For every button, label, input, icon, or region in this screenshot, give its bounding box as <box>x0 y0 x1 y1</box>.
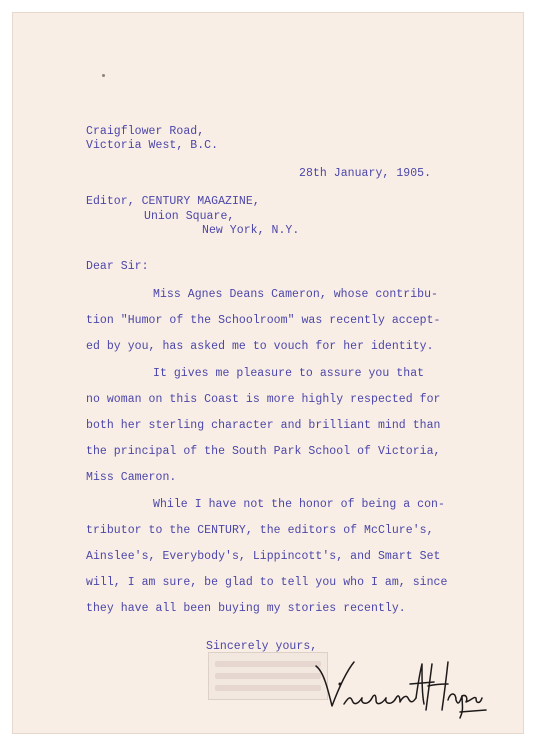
body-line: While I have not the honor of being a con- <box>153 498 445 511</box>
recipient-line-2: Union Square, <box>144 210 235 223</box>
sender-address-line-1: Craigflower Road, <box>86 125 205 138</box>
body-line: no woman on this Coast is more highly respected for <box>86 393 441 406</box>
closing: Sincerely yours, <box>206 640 318 653</box>
body-line: Miss Agnes Deans Cameron, whose contribu- <box>153 288 438 301</box>
recipient-line-1: Editor, CENTURY MAGAZINE, <box>86 195 260 208</box>
body-line: ed by you, has asked me to vouch for her identity. <box>86 340 434 353</box>
body-line: Miss Cameron. <box>86 471 177 484</box>
stamp-line <box>215 661 321 667</box>
stamp-line <box>215 673 321 679</box>
body-line: Ainslee's, Everybody's, Lippincott's, and Smart Set <box>86 550 441 563</box>
body-line: will, I am sure, be glad to tell you who I am, since <box>86 576 448 589</box>
letter-sheet <box>12 12 524 734</box>
body-line: they have all been buying my stories recently. <box>86 602 406 615</box>
recipient-line-3: New York, N.Y. <box>202 224 300 237</box>
body-line: It gives me pleasure to assure you that <box>153 367 425 380</box>
signature-image <box>310 654 490 722</box>
body-line: the principal of the South Park School of Victoria, <box>86 445 441 458</box>
stamp-line <box>215 685 321 691</box>
body-line: tributor to the CENTURY, the editors of McClure's, <box>86 524 434 537</box>
body-line: both her sterling character and brilliant mind than <box>86 419 441 432</box>
letter-date: 28th January, 1905. <box>299 167 432 180</box>
sender-address-line-2: Victoria West, B.C. <box>86 139 219 152</box>
body-line: tion "Humor of the Schoolroom" was recently accept- <box>86 314 441 327</box>
salutation: Dear Sir: <box>86 260 149 273</box>
paper-speck <box>102 74 105 77</box>
